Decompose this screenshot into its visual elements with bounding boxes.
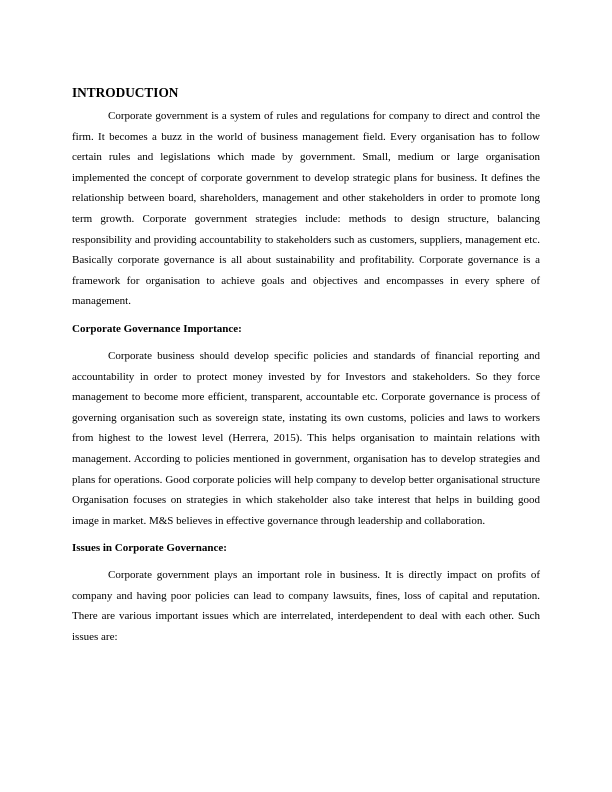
section-heading-importance: Corporate Governance Importance: [72, 322, 242, 335]
page-title: INTRODUCTION [72, 85, 179, 100]
intro-paragraph: Corporate government is a system of rules and regulations for company to direct and control the firm. It becomes a buzz in the world of business management field. Every organisation has to follow certain rules and legislations which made by government. Small, medium or large organisation implemented the concept of corporate government to develop strategic plans for business. It defines the relationship between board, shareholders, management and other stakeholders in order to promote long term growth. Corporate government strategies include: methods to design structure, balancing responsibility and providing accountability to stakeholders such as customers, suppliers, management etc. Basically corporate governance is all about sustainability and profitability. Corporate governance is a framework for organisation to achieve goals and objectives and encompasses in every sphere of management. [72, 110, 540, 308]
section-heading-issues: Issues in Corporate Governance: [72, 542, 227, 555]
document-page [72, 84, 540, 648]
importance-paragraph: Corporate business should develop specific policies and standards of financial reporting and accountability in order to protect money invested by for Investors and stakeholders. So they force management to become more efficient, transparent, accountable etc. Corporate governance is process of governing organisation such as sovereign state, instating its own customs, policies and laws to workers from highest to the lowest level (Herrera, 2015). This helps organisation to maintain relations with management. According to policies mentioned in government, organisation has to develop strategies and plans for operations. Good corporate policies will help company to develop better organisational structure Organisation focuses on strategies in which stakeholder also take interest that helps in building good image in market. M&S believes in effective governance through leadership and collaboration. [72, 349, 540, 527]
issues-paragraph: Corporate government plays an important role in business. It is directly impact on profits of company and having poor policies can lead to company lawsuits, fines, loss of capital and reputation. There are various important issues which are interrelated, interdependent to deal with each other. Such issues are: [72, 569, 540, 644]
